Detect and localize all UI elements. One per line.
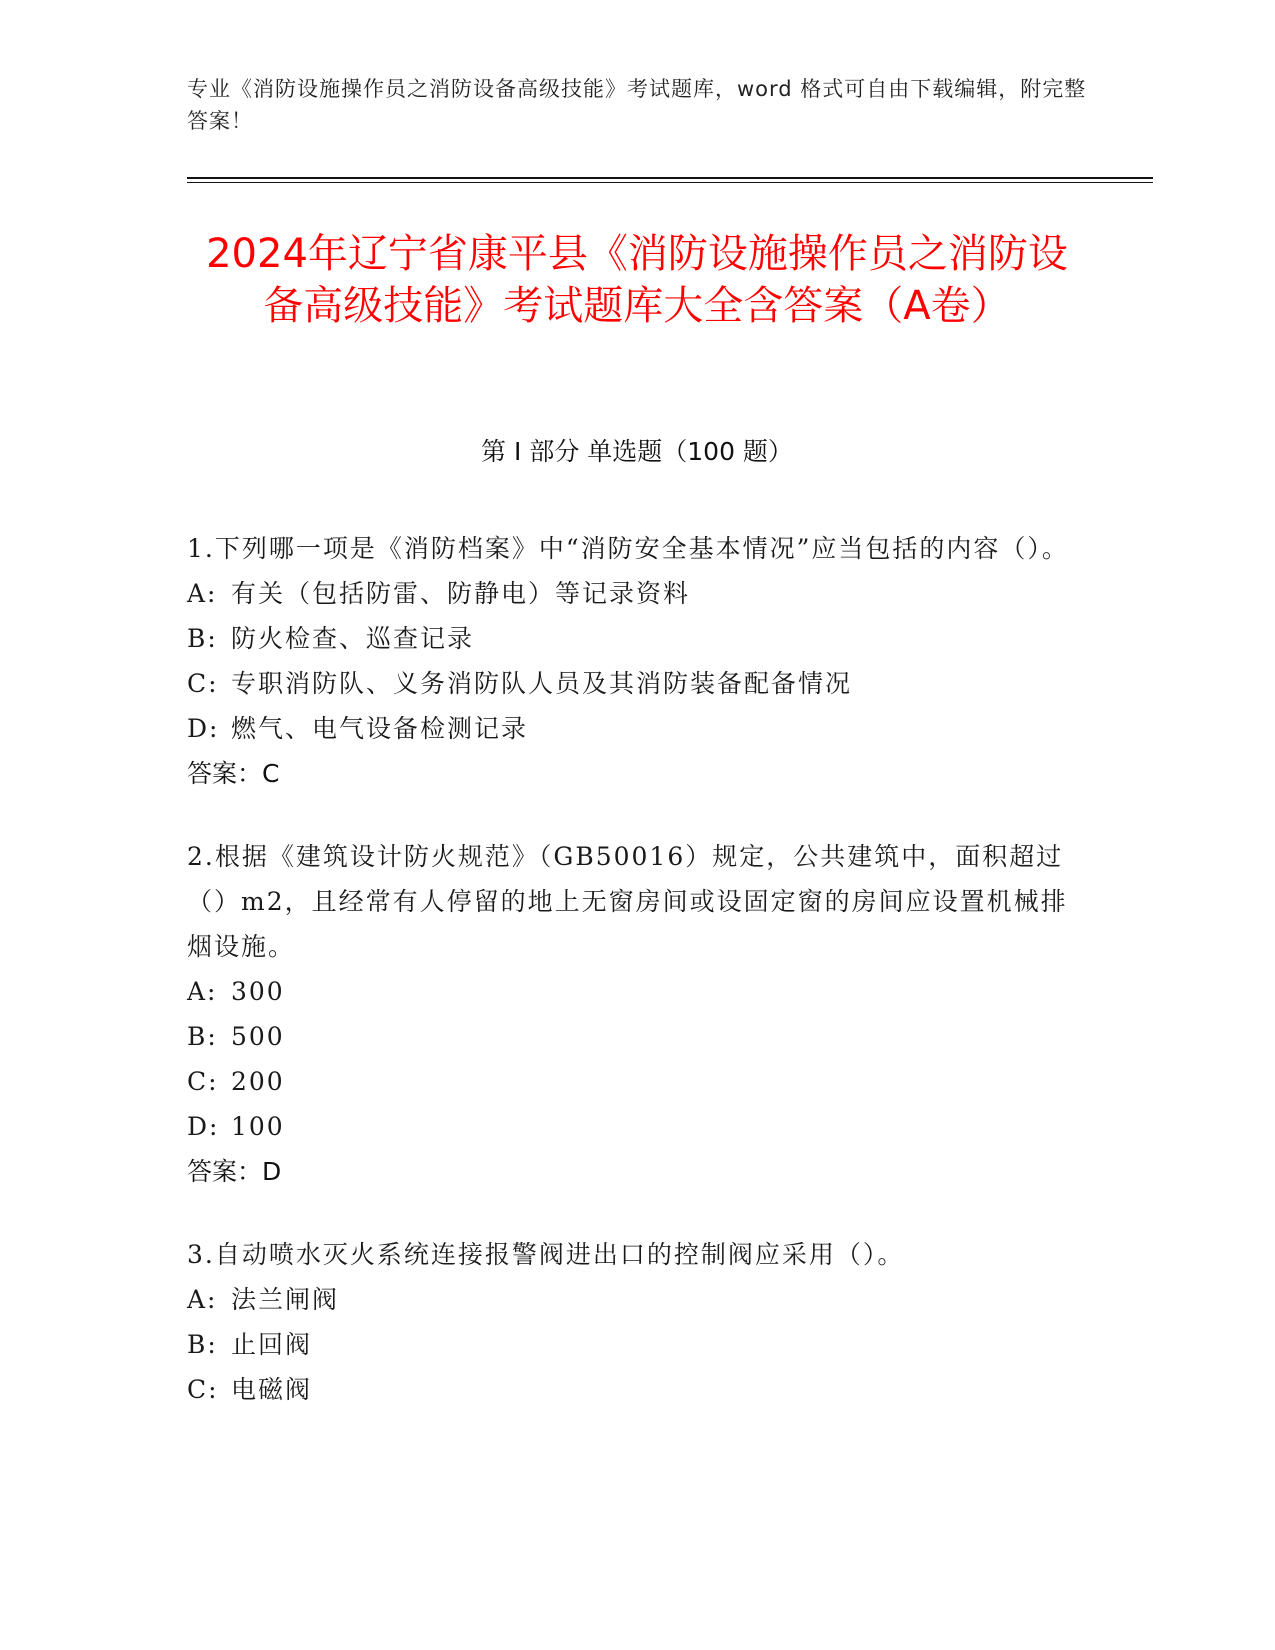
option-letter: C:: [187, 669, 219, 698]
option-text: 500: [231, 1022, 285, 1051]
question-2: [187, 834, 1087, 1194]
option-text: 300: [231, 977, 285, 1006]
option-letter: D:: [187, 714, 220, 743]
question-stem: 3.自动喷水灭火系统连接报警阀进出口的控制阀应采用（）。: [187, 1240, 905, 1269]
answer-line: 答案：C: [187, 759, 280, 788]
option-text: 止回阀: [231, 1330, 313, 1359]
option-text: 专职消防队、义务消防队人员及其消防装备配备情况: [231, 669, 853, 698]
option-text: 法兰闸阀: [231, 1285, 340, 1314]
option-text: 防火检查、巡查记录: [231, 624, 475, 653]
question-3: [187, 1232, 1087, 1412]
option-b: [187, 616, 1087, 661]
option-text: 燃气、电气设备检测记录: [231, 714, 529, 743]
question-stem: 1.下列哪一项是《消防档案》中“消防安全基本情况”应当包括的内容（）。: [187, 534, 1069, 563]
option-letter: A:: [187, 1285, 218, 1314]
header-divider-thin: [187, 182, 1153, 183]
option-d: [187, 1104, 1087, 1149]
option-letter: B:: [187, 624, 218, 653]
answer-line: 答案：D: [187, 1157, 282, 1186]
option-letter: A:: [187, 579, 218, 608]
option-a: [187, 1277, 1087, 1322]
option-letter: A:: [187, 977, 218, 1006]
option-c: [187, 1367, 1087, 1412]
option-b: [187, 1322, 1087, 1367]
option-letter: D:: [187, 1112, 220, 1141]
option-text: 电磁阀: [231, 1375, 313, 1404]
option-c: [187, 661, 1087, 706]
option-text: 有关（包括防雷、防静电）等记录资料: [231, 579, 691, 608]
option-a: [187, 571, 1087, 616]
option-letter: B:: [187, 1022, 218, 1051]
question-stem: 2.根据《建筑设计防火规范》（GB50016）规定，公共建筑中，面积超过（）m2，且经常有人停留的地上无窗房间或设固定窗的房间应设置机械排烟设施。: [187, 842, 1068, 961]
option-a: [187, 969, 1087, 1014]
option-letter: C:: [187, 1067, 219, 1096]
option-c: [187, 1059, 1087, 1104]
section-heading: 第 I 部分 单选题（100 题）: [481, 437, 793, 466]
question-1: [187, 526, 1087, 796]
document-title: 2024年辽宁省康平县《消防设施操作员之消防设备高级技能》考试题库大全含答案（A卷）: [206, 231, 1068, 329]
header-note: 专业《消防设施操作员之消防设备高级技能》考试题库，word 格式可自由下载编辑，附完整答案！: [187, 77, 1087, 133]
option-text: 100: [231, 1112, 285, 1141]
option-b: [187, 1014, 1087, 1059]
header-divider-thick: [187, 177, 1153, 179]
question-list: [187, 526, 1087, 1450]
option-text: 200: [231, 1067, 285, 1096]
option-letter: C:: [187, 1375, 219, 1404]
option-d: [187, 706, 1087, 751]
option-letter: B:: [187, 1330, 218, 1359]
